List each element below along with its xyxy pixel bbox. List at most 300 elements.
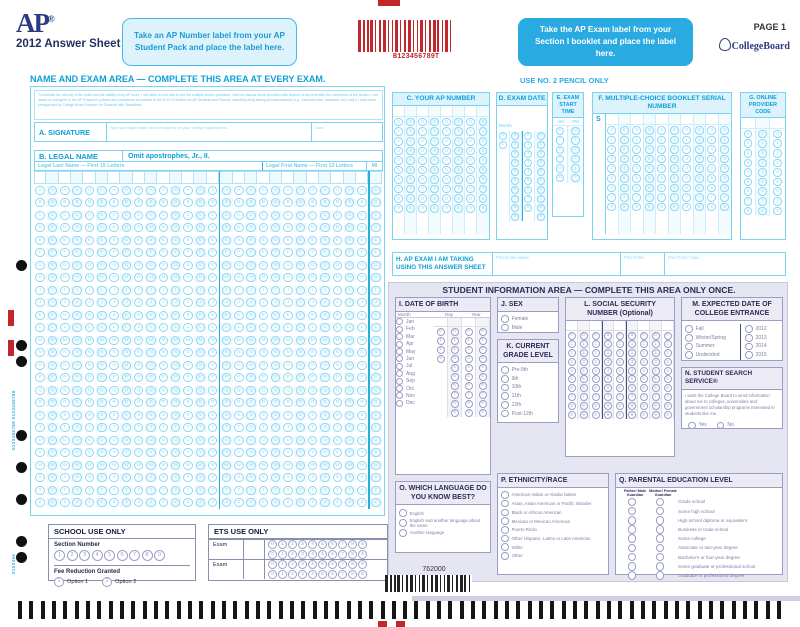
- alphabet-cell[interactable]: [331, 186, 343, 195]
- bubble[interactable]: G: [296, 261, 305, 270]
- bubble[interactable]: A: [97, 186, 106, 195]
- bubble[interactable]: X: [320, 473, 329, 482]
- alphabet-cell[interactable]: [207, 211, 219, 220]
- bubble[interactable]: G: [196, 261, 205, 270]
- alphabet-cell[interactable]: [145, 498, 157, 507]
- bubble[interactable]: N: [109, 348, 118, 357]
- bubble[interactable]: D: [333, 223, 342, 232]
- bubble[interactable]: [656, 571, 665, 580]
- alphabet-cell[interactable]: [245, 436, 257, 445]
- alphabet-cell[interactable]: [96, 273, 108, 282]
- bubble[interactable]: P: [109, 373, 118, 382]
- alphabet-cell[interactable]: [83, 398, 95, 407]
- bubble[interactable]: 7: [479, 391, 487, 399]
- alphabet-cell[interactable]: [270, 386, 282, 395]
- bubble[interactable]: D: [196, 223, 205, 232]
- bubble[interactable]: 6: [418, 175, 427, 184]
- alphabet-cell[interactable]: [46, 411, 58, 420]
- bubble[interactable]: 5: [451, 373, 459, 381]
- bubble[interactable]: 6: [465, 382, 473, 390]
- bubble[interactable]: I: [109, 286, 118, 295]
- bubble[interactable]: K: [196, 311, 205, 320]
- name-writein-cell[interactable]: [294, 171, 306, 184]
- bubble[interactable]: 9: [442, 204, 451, 213]
- alphabet-cell[interactable]: [331, 248, 343, 257]
- bubble[interactable]: 5: [318, 550, 327, 559]
- bubble[interactable]: L: [146, 323, 155, 332]
- bubble[interactable]: 0: [758, 130, 767, 139]
- alphabet-cell[interactable]: [245, 336, 257, 345]
- month-option[interactable]: [396, 341, 434, 348]
- bubble[interactable]: [501, 401, 509, 409]
- alphabet-cell[interactable]: [331, 323, 343, 332]
- bubble[interactable]: Z: [371, 498, 380, 507]
- bubble[interactable]: A: [196, 186, 205, 195]
- bubble[interactable]: O: [171, 361, 180, 370]
- bubble[interactable]: 9: [511, 213, 519, 221]
- alphabet-cell[interactable]: [194, 398, 206, 407]
- bubble[interactable]: 2: [102, 577, 112, 587]
- bubble[interactable]: X: [48, 473, 57, 482]
- bubble[interactable]: K: [308, 311, 317, 320]
- bubble[interactable]: G: [345, 261, 354, 270]
- bubble[interactable]: A: [109, 186, 118, 195]
- bubble[interactable]: 6: [628, 384, 636, 392]
- bubble[interactable]: S: [345, 411, 354, 420]
- bubble[interactable]: 6: [524, 186, 532, 194]
- alphabet-cell[interactable]: [233, 236, 245, 245]
- alphabet-cell[interactable]: [34, 236, 46, 245]
- ap-number-label-placeholder[interactable]: [122, 18, 297, 66]
- bubble[interactable]: 8: [430, 194, 439, 203]
- alphabet-cell[interactable]: [282, 361, 294, 370]
- bubble[interactable]: 2: [682, 145, 691, 154]
- bubble[interactable]: 6: [430, 175, 439, 184]
- bubble[interactable]: S: [283, 411, 292, 420]
- bubble[interactable]: 5: [511, 177, 519, 185]
- entrance-term-option[interactable]: [685, 351, 740, 359]
- bubble[interactable]: D: [183, 223, 192, 232]
- bubble[interactable]: Z: [222, 498, 231, 507]
- bubble[interactable]: U: [308, 436, 317, 445]
- alphabet-cell[interactable]: [46, 261, 58, 270]
- alphabet-cell[interactable]: [270, 286, 282, 295]
- bubble[interactable]: V: [234, 448, 243, 457]
- alphabet-cell[interactable]: [34, 273, 46, 282]
- alphabet-cell[interactable]: [344, 261, 356, 270]
- alphabet-cell[interactable]: [108, 323, 120, 332]
- father-bubble-cell[interactable]: [619, 544, 645, 553]
- bubble[interactable]: 3: [645, 155, 654, 164]
- bubble[interactable]: [628, 534, 637, 543]
- alphabet-cell[interactable]: [145, 373, 157, 382]
- bubble[interactable]: 0: [406, 118, 415, 127]
- bubble[interactable]: [685, 351, 693, 359]
- bubble[interactable]: G: [35, 261, 44, 270]
- alphabet-cell[interactable]: [344, 436, 356, 445]
- alphabet-cell[interactable]: [108, 398, 120, 407]
- alphabet-cell[interactable]: [34, 373, 46, 382]
- digit-column[interactable]: [476, 318, 490, 417]
- alphabet-cell[interactable]: [157, 411, 169, 420]
- alphabet-cell[interactable]: [356, 361, 368, 370]
- bubble[interactable]: 7: [338, 550, 347, 559]
- alphabet-cell[interactable]: [182, 473, 194, 482]
- alphabet-cell[interactable]: [233, 248, 245, 257]
- bubble[interactable]: 3: [568, 358, 576, 366]
- bubble[interactable]: V: [134, 448, 143, 457]
- alphabet-cell[interactable]: [245, 498, 257, 507]
- alphabet-cell[interactable]: [370, 223, 382, 232]
- alphabet-cell[interactable]: [96, 261, 108, 270]
- bubble[interactable]: R: [196, 398, 205, 407]
- bubble[interactable]: 3: [580, 358, 588, 366]
- bubble[interactable]: X: [97, 473, 106, 482]
- bubble[interactable]: V: [333, 448, 342, 457]
- bubble[interactable]: V: [271, 448, 280, 457]
- bubble[interactable]: T: [97, 423, 106, 432]
- month-option[interactable]: [396, 370, 434, 377]
- alphabet-cell[interactable]: [157, 348, 169, 357]
- alphabet-cell[interactable]: [71, 448, 83, 457]
- digit-column[interactable]: [650, 321, 662, 419]
- bubble[interactable]: 1: [628, 340, 636, 348]
- digit-writein-cell[interactable]: [405, 106, 416, 117]
- bubble[interactable]: [656, 507, 665, 516]
- bubble[interactable]: H: [357, 273, 366, 282]
- bubble[interactable]: 8: [524, 204, 532, 212]
- alphabet-cell[interactable]: [46, 448, 58, 457]
- name-writein-cell[interactable]: [370, 171, 382, 184]
- bubble[interactable]: T: [196, 423, 205, 432]
- bubble[interactable]: H: [271, 273, 280, 282]
- bubble[interactable]: B: [345, 198, 354, 207]
- alphabet-cell[interactable]: [282, 436, 294, 445]
- bubble[interactable]: H: [259, 273, 268, 282]
- alphabet-cell[interactable]: [319, 423, 331, 432]
- alphabet-cell[interactable]: [34, 211, 46, 220]
- bubble[interactable]: K: [134, 311, 143, 320]
- bubble[interactable]: V: [171, 448, 180, 457]
- bubble[interactable]: 4: [479, 364, 487, 372]
- alphabet-cell[interactable]: [170, 348, 182, 357]
- alphabet-cell[interactable]: [83, 411, 95, 420]
- bubble[interactable]: G: [208, 261, 217, 270]
- alphabet-cell[interactable]: [370, 248, 382, 257]
- bubble[interactable]: L: [234, 323, 243, 332]
- alphabet-cell[interactable]: [331, 473, 343, 482]
- bubble[interactable]: F: [159, 248, 168, 257]
- bubble[interactable]: M: [109, 336, 118, 345]
- bubble[interactable]: Q: [357, 386, 366, 395]
- digit-column[interactable]: [566, 321, 578, 419]
- alphabet-cell[interactable]: [194, 336, 206, 345]
- bubble[interactable]: N: [333, 348, 342, 357]
- digit-column[interactable]: [656, 114, 669, 234]
- alphabet-cell[interactable]: [59, 286, 71, 295]
- alphabet-cell[interactable]: [207, 286, 219, 295]
- alphabet-cell[interactable]: [257, 223, 269, 232]
- digit-column[interactable]: [770, 118, 785, 215]
- parental-education-row[interactable]: [619, 534, 779, 543]
- bubble[interactable]: 4: [607, 164, 616, 173]
- digit-column[interactable]: [522, 131, 535, 221]
- ets-digit-bubbles[interactable]: [265, 550, 367, 559]
- digit-writein-cell[interactable]: [741, 118, 755, 129]
- bubble[interactable]: Y: [146, 486, 155, 495]
- bubble[interactable]: A: [271, 186, 280, 195]
- alphabet-cell[interactable]: [220, 311, 232, 320]
- bubble[interactable]: F: [357, 248, 366, 257]
- alphabet-cell[interactable]: [207, 348, 219, 357]
- alphabet-cell[interactable]: [344, 373, 356, 382]
- bubble[interactable]: N: [222, 348, 231, 357]
- bubble[interactable]: Z: [97, 498, 106, 507]
- alphabet-cell[interactable]: [307, 473, 319, 482]
- bubble[interactable]: 5: [466, 166, 475, 175]
- bubble[interactable]: 8: [348, 540, 357, 549]
- bubble[interactable]: T: [371, 423, 380, 432]
- alphabet-cell[interactable]: [294, 498, 306, 507]
- alphabet-cell[interactable]: [59, 261, 71, 270]
- bubble[interactable]: C: [48, 211, 57, 220]
- bubble[interactable]: 0: [670, 126, 679, 135]
- ethnicity-option[interactable]: [501, 552, 605, 560]
- bubble[interactable]: B: [208, 198, 217, 207]
- bubble[interactable]: 8: [758, 207, 767, 216]
- section-k-options[interactable]: [498, 363, 558, 420]
- bubble[interactable]: L: [134, 323, 143, 332]
- alphabet-cell[interactable]: [71, 473, 83, 482]
- bubble[interactable]: J: [134, 298, 143, 307]
- alphabet-cell[interactable]: [294, 448, 306, 457]
- digit-writein-cell[interactable]: [694, 114, 706, 125]
- ets-row[interactable]: [209, 549, 387, 559]
- bubble[interactable]: D: [296, 223, 305, 232]
- bubble[interactable]: 6: [592, 384, 600, 392]
- alphabet-cell[interactable]: [46, 423, 58, 432]
- bubble[interactable]: 4: [707, 164, 716, 173]
- bubble[interactable]: 8: [695, 203, 704, 212]
- bubble[interactable]: 4: [604, 367, 612, 375]
- alphabet-cell[interactable]: [257, 298, 269, 307]
- digit-writein-cell[interactable]: [756, 118, 770, 129]
- alphabet-cell[interactable]: [157, 261, 169, 270]
- alphabet-cell[interactable]: [120, 323, 132, 332]
- alphabet-cell[interactable]: [71, 211, 83, 220]
- alphabet-cell[interactable]: [108, 298, 120, 307]
- bubble[interactable]: 1: [670, 136, 679, 145]
- bubble[interactable]: 8: [454, 194, 463, 203]
- alphabet-cell[interactable]: [133, 398, 145, 407]
- bubble[interactable]: 9: [616, 411, 624, 419]
- bubble[interactable]: 4: [632, 164, 641, 173]
- entrance-term-option[interactable]: [685, 343, 740, 351]
- bubble[interactable]: J: [333, 298, 342, 307]
- parental-education-row[interactable]: [619, 525, 779, 534]
- bubble[interactable]: 3: [466, 147, 475, 156]
- bubble[interactable]: 4: [308, 570, 317, 579]
- alphabet-cell[interactable]: [71, 336, 83, 345]
- alphabet-cell[interactable]: [245, 211, 257, 220]
- bubble[interactable]: N: [48, 348, 57, 357]
- bubble[interactable]: M: [122, 336, 131, 345]
- alphabet-cell[interactable]: [83, 486, 95, 495]
- bubble[interactable]: Z: [60, 498, 69, 507]
- bubble[interactable]: 2: [604, 349, 612, 357]
- alphabet-cell[interactable]: [207, 423, 219, 432]
- bubble[interactable]: E: [222, 236, 231, 245]
- alphabet-cell[interactable]: [59, 336, 71, 345]
- bubble[interactable]: R: [48, 398, 57, 407]
- alphabet-cell[interactable]: [108, 361, 120, 370]
- bubble[interactable]: [396, 392, 403, 399]
- bubble[interactable]: M: [134, 336, 143, 345]
- alphabet-cell[interactable]: [233, 361, 245, 370]
- alphabet-cell[interactable]: [370, 461, 382, 470]
- bubble[interactable]: 6: [328, 550, 337, 559]
- bubble[interactable]: 7: [616, 393, 624, 401]
- bubble[interactable]: 0: [499, 132, 507, 140]
- bubble[interactable]: 1: [54, 577, 64, 587]
- alphabet-cell[interactable]: [182, 386, 194, 395]
- ets-writein-cell[interactable]: [243, 549, 265, 559]
- alphabet-cell[interactable]: [331, 461, 343, 470]
- bubble[interactable]: G: [72, 261, 81, 270]
- alphabet-cell[interactable]: [46, 498, 58, 507]
- alphabet-cell[interactable]: [207, 398, 219, 407]
- bubble[interactable]: X: [308, 473, 317, 482]
- bubble[interactable]: [688, 422, 696, 430]
- bubble[interactable]: X: [208, 473, 217, 482]
- alphabet-cell[interactable]: [294, 236, 306, 245]
- bubble[interactable]: S: [208, 411, 217, 420]
- alphabet-cell[interactable]: [145, 311, 157, 320]
- name-writein-cell[interactable]: [194, 171, 206, 184]
- section-f-booklet-serial[interactable]: [592, 92, 732, 240]
- alphabet-cell[interactable]: [133, 411, 145, 420]
- bubble[interactable]: 4: [308, 550, 317, 559]
- bubble[interactable]: 8: [394, 194, 403, 203]
- alphabet-cell[interactable]: [307, 311, 319, 320]
- digit-writein-cell[interactable]: [619, 114, 631, 125]
- bubble[interactable]: 7: [466, 185, 475, 194]
- alphabet-cell[interactable]: [282, 311, 294, 320]
- bubble[interactable]: A: [246, 186, 255, 195]
- alphabet-cell[interactable]: [83, 273, 95, 282]
- bubble[interactable]: 4: [430, 156, 439, 165]
- alphabet-cell[interactable]: [133, 323, 145, 332]
- bubble[interactable]: H: [72, 273, 81, 282]
- alphabet-cell[interactable]: [120, 311, 132, 320]
- name-writein-cell[interactable]: [282, 171, 294, 184]
- entrance-term-option[interactable]: [685, 334, 740, 342]
- bubble[interactable]: 9: [556, 155, 564, 163]
- bubble[interactable]: Y: [357, 486, 366, 495]
- bubble[interactable]: W: [85, 461, 94, 470]
- bubble[interactable]: A: [72, 186, 81, 195]
- alphabet-cell[interactable]: [46, 323, 58, 332]
- bubble[interactable]: N: [271, 348, 280, 357]
- bubble[interactable]: 0: [640, 332, 648, 340]
- alphabet-cell[interactable]: [220, 236, 232, 245]
- alphabet-cell[interactable]: [170, 211, 182, 220]
- bubble[interactable]: U: [271, 436, 280, 445]
- alphabet-cell[interactable]: [108, 473, 120, 482]
- bubble[interactable]: 0: [592, 332, 600, 340]
- bubble[interactable]: O: [296, 361, 305, 370]
- parental-education-row[interactable]: [619, 544, 779, 553]
- alphabet-cell[interactable]: [46, 198, 58, 207]
- alphabet-cell[interactable]: [319, 323, 331, 332]
- bubble[interactable]: 3: [682, 155, 691, 164]
- bubble[interactable]: I: [35, 286, 44, 295]
- alphabet-cell[interactable]: [96, 386, 108, 395]
- bubble[interactable]: [628, 525, 637, 534]
- alphabet-cell[interactable]: [257, 361, 269, 370]
- bubble[interactable]: 2: [628, 349, 636, 357]
- bubble[interactable]: 1: [682, 136, 691, 145]
- bubble[interactable]: 3: [418, 147, 427, 156]
- bubble[interactable]: 8: [348, 570, 357, 579]
- bubble[interactable]: X: [85, 473, 94, 482]
- bubble[interactable]: X: [109, 473, 118, 482]
- bubble[interactable]: J: [320, 298, 329, 307]
- alphabet-cell[interactable]: [157, 336, 169, 345]
- alphabet-cell[interactable]: [182, 311, 194, 320]
- bubble[interactable]: Q: [333, 386, 342, 395]
- bubble[interactable]: E: [60, 236, 69, 245]
- alphabet-cell[interactable]: [46, 461, 58, 470]
- bubble[interactable]: N: [283, 348, 292, 357]
- bubble[interactable]: O: [85, 361, 94, 370]
- alphabet-cell[interactable]: [356, 423, 368, 432]
- bubble[interactable]: 12: [571, 127, 579, 135]
- bubble[interactable]: 3: [406, 147, 415, 156]
- bubble[interactable]: 7: [454, 185, 463, 194]
- bubble[interactable]: Q: [159, 386, 168, 395]
- bubble[interactable]: [656, 544, 665, 553]
- alphabet-cell[interactable]: [257, 286, 269, 295]
- bubble[interactable]: 8: [607, 203, 616, 212]
- bubble[interactable]: Q: [222, 386, 231, 395]
- alphabet-cell[interactable]: [245, 386, 257, 395]
- bubble[interactable]: P: [259, 373, 268, 382]
- bubble[interactable]: 6: [568, 384, 576, 392]
- alphabet-cell[interactable]: [233, 386, 245, 395]
- alphabet-cell[interactable]: [233, 498, 245, 507]
- bubble[interactable]: Y: [60, 486, 69, 495]
- bubble[interactable]: N: [171, 348, 180, 357]
- bubble[interactable]: X: [146, 473, 155, 482]
- alphabet-cell[interactable]: [207, 323, 219, 332]
- bubble[interactable]: [745, 351, 753, 359]
- alphabet-cell[interactable]: [220, 273, 232, 282]
- bubble[interactable]: 6: [406, 175, 415, 184]
- fee-reduction-option[interactable]: [102, 577, 136, 587]
- bubble[interactable]: 0: [695, 126, 704, 135]
- bubble[interactable]: W: [246, 461, 255, 470]
- bubble[interactable]: [396, 341, 403, 348]
- alphabet-cell[interactable]: [157, 448, 169, 457]
- bubble[interactable]: [745, 334, 753, 342]
- section-p-ethnicity[interactable]: [497, 473, 609, 575]
- bubble[interactable]: Z: [208, 498, 217, 507]
- bubble[interactable]: F: [183, 248, 192, 257]
- bubble[interactable]: P: [183, 373, 192, 382]
- bubble[interactable]: T: [259, 423, 268, 432]
- alphabet-cell[interactable]: [170, 461, 182, 470]
